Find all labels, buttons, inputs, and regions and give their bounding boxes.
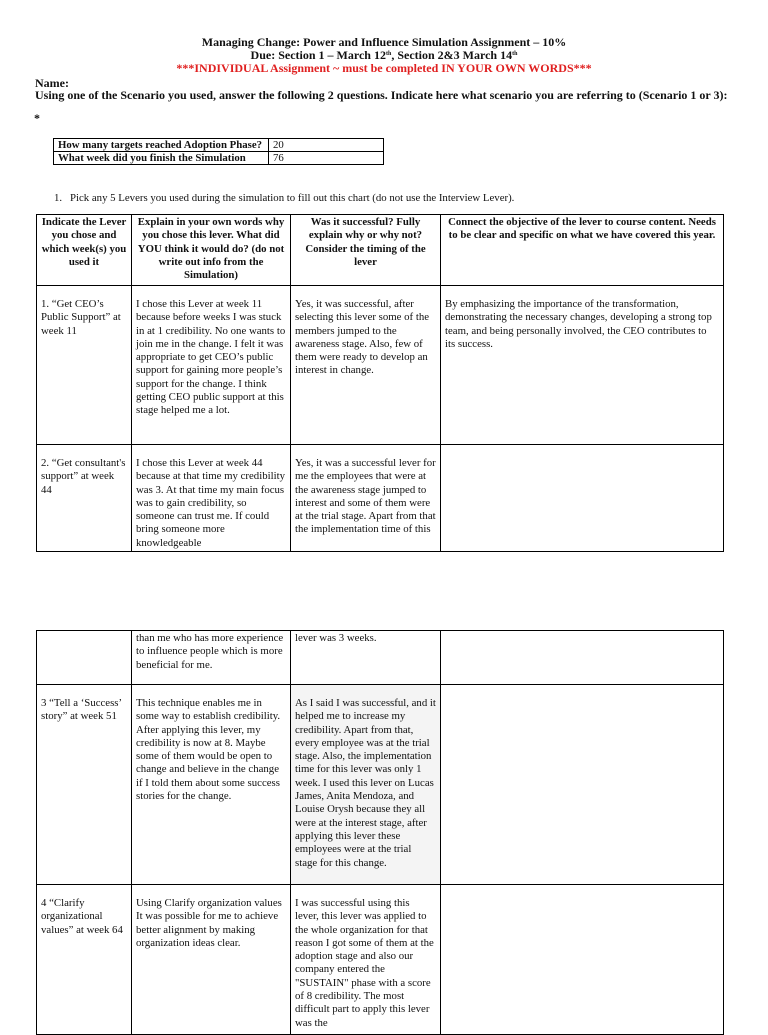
lever-cell: 1. “Get CEO’s Public Support” at week 11 [37, 286, 132, 445]
column-header: Indicate the Lever you chose and which week(s) you used it [37, 215, 132, 286]
table-row [37, 631, 724, 685]
assignment-header [0, 36, 768, 75]
table-row [37, 685, 724, 885]
success-cell: I was successful using this lever, this lever was applied to the whole organization for that reason I got some of them at the adoption stage and also our company entered the "SUSTAIN" phase with a score of 8 credibility. The most difficult part to apply this lever was the [291, 885, 441, 1035]
why-cell: This technique enables me in some way to establish credibility. After applying this lever, my credibility is now at 8. Maybe some of them would be open to change and believe in the change if I told them about some success stories for the change. [132, 685, 291, 885]
success-cell: Yes, it was successful, after selecting this lever some of the members jumped to the awareness stage. Also, few of them were ready to develop an interest in change. [291, 286, 441, 445]
table-row [37, 286, 724, 445]
question-text: Pick any 5 Levers you used during the simulation to fill out this chart (do not use the Interview Lever). [70, 192, 515, 204]
assignment-title: Managing Change: Power and Influence Simulation Assignment – 10% [201, 35, 567, 49]
lever-table [36, 214, 724, 552]
why-cell: Using Clarify organization values It was possible for me to achieve better alignment by making organization ideas clear. [132, 885, 291, 1035]
due-dates: Due: Section 1 – March 12th, Section 2&3 March 14th [250, 48, 518, 62]
why-cell: than me who has more experience to influence people which is more beneficial for me. [132, 631, 291, 685]
table-header-row [37, 215, 724, 286]
summary-answer: 76 [269, 152, 384, 165]
lever-table-continued [36, 630, 724, 1035]
summary-question: What week did you finish the Simulation [54, 152, 269, 165]
lever-cell: 4 “Clarify organizational values” at week 64 [37, 885, 132, 1035]
asterisk: * [34, 111, 40, 125]
lever-cell [37, 631, 132, 685]
column-header: Connect the objective of the lever to course content. Needs to be clear and specific on what we have covered this year. [441, 215, 724, 286]
success-cell: Yes, it was a successful lever for me the employees that were at the awareness stage jumped to interest and some of them were at the trial stage. Apart from that the implementation time of this [291, 445, 441, 552]
question-number: 1. [54, 192, 63, 204]
course-cell [441, 685, 724, 885]
why-cell: I chose this Lever at week 11 because before weeks I was stuck in at 1 credibility. No one wants to join me in the change. I felt it was appropriate to get CEO’s public support for gaining more people’s support for the change. I think getting CEO public support at this stage helped me a lot. [132, 286, 291, 445]
column-header: Explain in your own words why you chose this lever. What did YOU think it would do? (do not write out info from the Simulation) [132, 215, 291, 286]
summary-answer: 20 [269, 139, 384, 152]
summary-table [53, 138, 384, 165]
why-cell: I chose this Lever at week 44 because at that time my credibility was 3. At that time my main focus was to gain credibility, so someone can trust me. If could bring someone more knowledgeable [132, 445, 291, 552]
table-row [37, 445, 724, 552]
table-row [54, 152, 384, 165]
course-cell [441, 445, 724, 552]
summary-question: How many targets reached Adoption Phase? [54, 139, 269, 152]
instructions: Using one of the Scenario you used, answer the following 2 questions. Indicate here what scenario you are referring to (Scenario 1 or 3): [35, 88, 728, 102]
lever-cell: 2. “Get consultant's support” at week 44 [37, 445, 132, 552]
course-cell [441, 885, 724, 1035]
individual-note: ***INDIVIDUAL Assignment ~ must be completed IN YOUR OWN WORDS*** [176, 61, 592, 75]
name-label: Name: [35, 76, 69, 90]
table-row [37, 885, 724, 1035]
success-cell: lever was 3 weeks. [291, 631, 441, 685]
lever-cell: 3 “Tell a ‘Success’ story” at week 51 [37, 685, 132, 885]
column-header: Was it successful? Fully explain why or why not? Consider the timing of the lever [291, 215, 441, 286]
success-cell: As I said I was successful, and it helped me to increase my credibility. Apart from that, every employee was at the trial stage. Also, the implementation time for this lever was only 1 week. I used this lever on Lucas James, Anita Mendoza, and Louise Orysh because they all were at the interest stage, after applying this lever these employees were at the trial stage for this change. [291, 685, 441, 885]
course-cell: By emphasizing the importance of the transformation, demonstrating the necessary changes, developing a strong top team, and being personally involved, the CEO contributes to its success. [441, 286, 724, 445]
table-row [54, 139, 384, 152]
question-1 [54, 192, 514, 204]
course-cell [441, 631, 724, 685]
